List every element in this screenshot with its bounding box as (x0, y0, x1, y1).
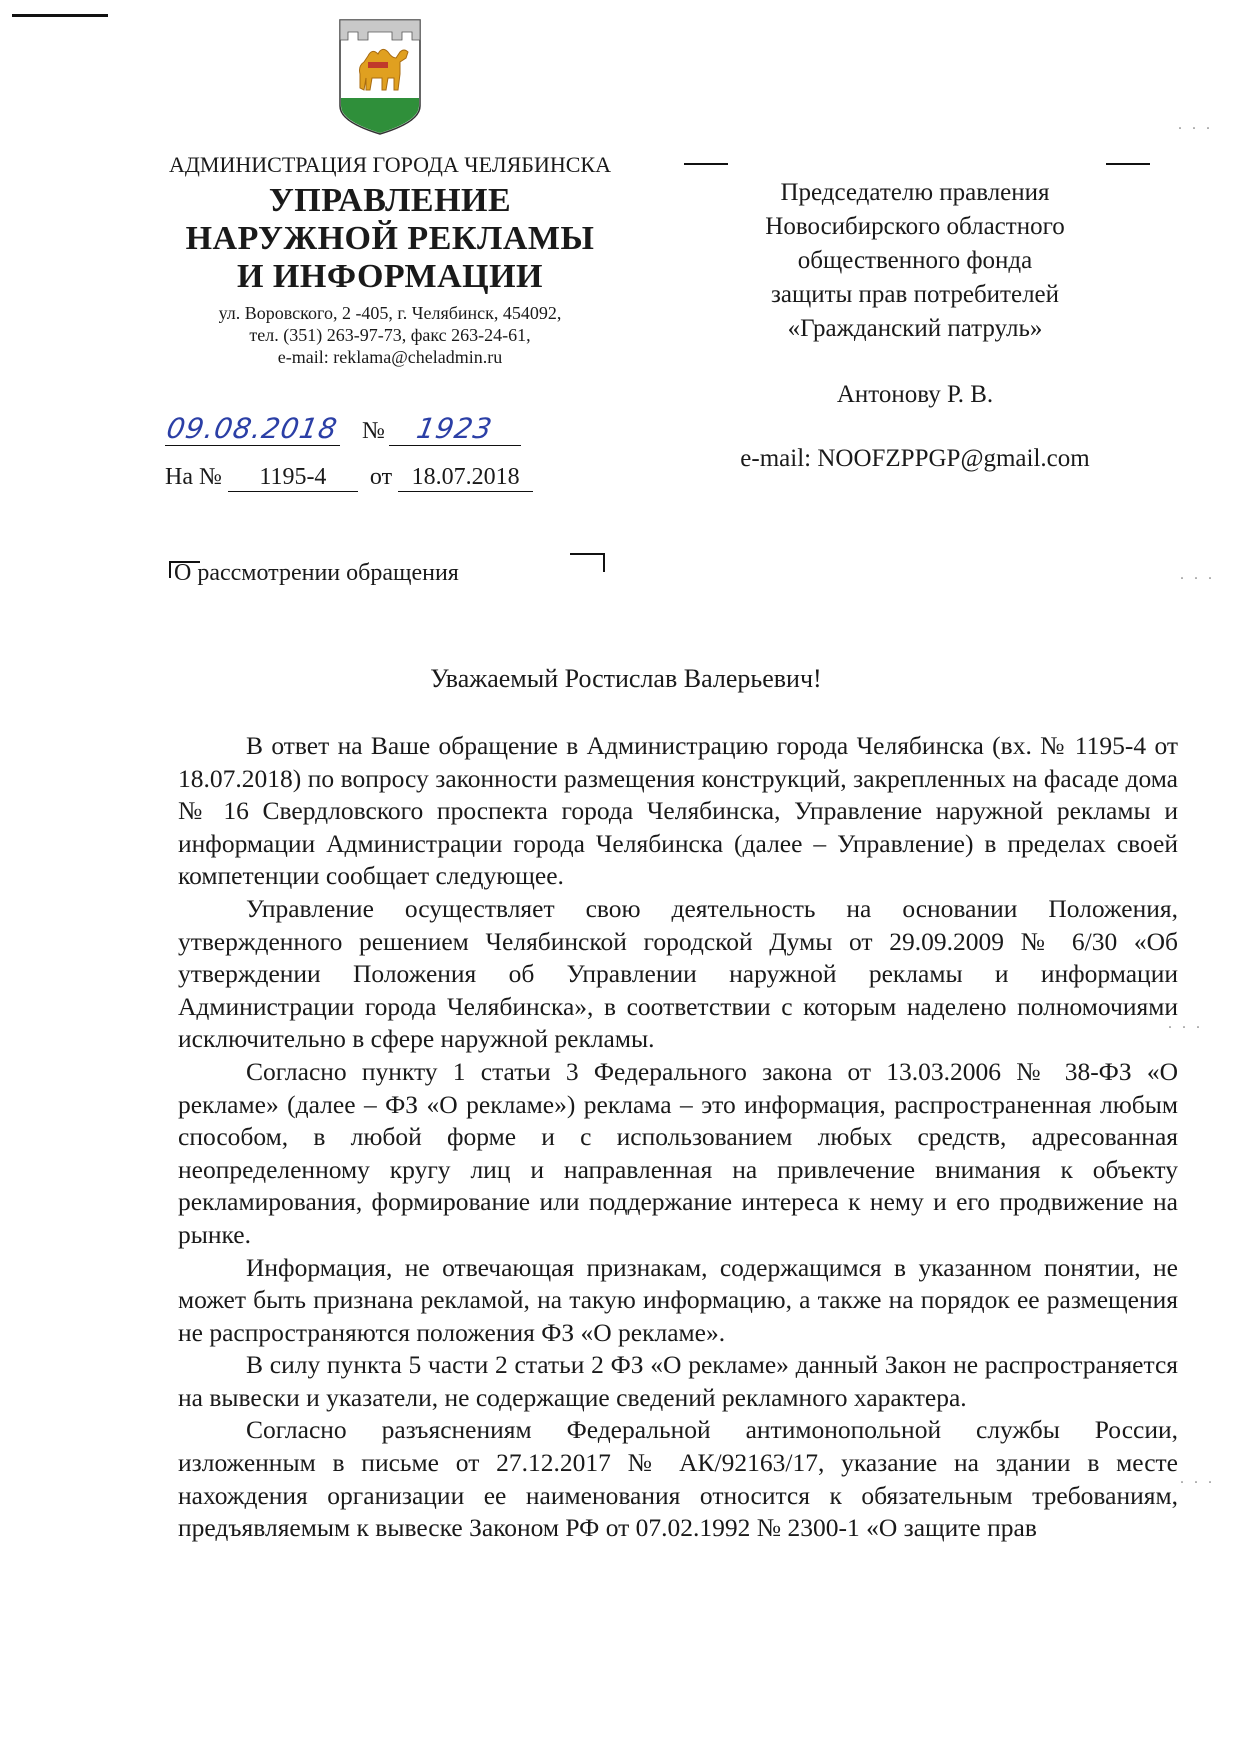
recipient-brackets (680, 158, 1160, 170)
subject-line: О рассмотрении обращения (174, 560, 459, 586)
administration-name: АДМИНИСТРАЦИЯ ГОРОДА ЧЕЛЯБИНСКА (169, 152, 611, 177)
recipient-line2: Новосибирского областного (765, 213, 1065, 240)
letter-body (178, 730, 1178, 1545)
paragraph: В ответ на Ваше обращение в Администрацию города Челябинска (вх. № 1195-4 от 18.07.2018) по вопросу законности размещения конструкций, закрепленных на фасаде дома № 16 Свердловского проспекта города Челябинска, Управление наружной рекламы и информации Администрации города Челябинска (далее – Управление) в пределах своей компетенции сообщает следующее. (178, 731, 1178, 891)
department-name-line2: НАРУЖНОЙ РЕКЛАМЫ (185, 220, 595, 257)
outgoing-number: 1923 (414, 412, 496, 445)
reference-registration (165, 464, 533, 492)
outgoing-number-label: № (362, 418, 385, 444)
ref-label: На № (165, 464, 222, 490)
department-name-line1: УПРАВЛЕНИЕ (268, 182, 512, 219)
recipient-line4: защиты прав потребителей (770, 281, 1060, 308)
paragraph: Согласно пункту 1 статьи 3 Федерального закона от 13.03.2006 № 38-ФЗ «О рекламе» (далее – ФЗ «О рекламе») реклама – это информация, распространенная любым способом, в любой форме и с использованием любых средств, адресованная неопределенному кругу лиц и направленная на привлечение внимания к объекту рекламирования, формирование или поддержание интереса к нему и его продвижение на рынке. (178, 1056, 1178, 1249)
paragraph: В силу пункта 5 части 2 статьи 2 ФЗ «О рекламе» данный Закон не распространяется на вывески и указатели, не содержащие сведений рекламного характера. (178, 1350, 1178, 1412)
recipient-email: e-mail: NOOFZPPGP@gmail.com (740, 445, 1090, 472)
department-name-line3: И ИНФОРМАЦИИ (236, 258, 543, 295)
address-line1: ул. Воровского, 2 -405, г. Челябинск, 454092, (218, 303, 562, 323)
scan-noise: . . . (1180, 1470, 1215, 1487)
scan-noise: . . . (1178, 116, 1213, 133)
paragraph: Согласно разъяснениям Федеральной антимонопольной службы России, изложенным в письме от 27.12.2017 № АК/92163/17, указание на здании в месте нахождения организации ее наименования относится к обязательным требованиям, предъявляемым к вывеске Законом РФ от 07.02.1992 № 2300-1 «О защите прав (178, 1415, 1178, 1543)
header-block (150, 152, 630, 368)
recipient-line5: «Гражданский патруль» (787, 315, 1043, 342)
ref-number: 1195-4 (228, 464, 358, 492)
recipient-line3: общественного фонда (797, 247, 1033, 274)
paragraph: Управление осуществляет свою деятельность на основании Положения, утвержденного решением Челябинской городской Думы от 29.09.2009 № 6/30 «Об утверждении Положения об Управлении наружной рекламы и информации Администрации города Челябинска», в соответствии с которым наделено полномочиями исключительно в сфере наружной рекламы. (178, 893, 1178, 1054)
outgoing-number-field (389, 412, 521, 446)
address-line2: тел. (351) 263-97-73, факс 263-24-61, (249, 325, 531, 345)
coat-of-arms-icon (338, 18, 422, 136)
recipient-line1: Председателю правления (780, 179, 1050, 206)
scan-corner-mark (12, 14, 108, 17)
outgoing-registration (165, 412, 521, 446)
salutation: Уважаемый Ростислав Валерьевич! (430, 664, 822, 693)
outgoing-date: 09.08.2018 (164, 412, 341, 445)
recipient-name: Антонову Р. В. (836, 381, 994, 408)
outgoing-date-field (165, 412, 340, 446)
scan-noise: . . . (1168, 1015, 1203, 1032)
scan-noise: . . . (1180, 566, 1215, 583)
ref-from-label: от (369, 464, 393, 490)
address-line3: e-mail: reklama@cheladmin.ru (277, 347, 503, 367)
paragraph: Информация, не отвечающая признакам, содержащимся в указанном понятии, не может быть признана рекламой, на такую информацию, а также на порядок ее размещения не распространяются положения ФЗ «О рекламе». (178, 1252, 1178, 1347)
recipient-block (680, 176, 1150, 476)
ref-date: 18.07.2018 (398, 464, 533, 492)
